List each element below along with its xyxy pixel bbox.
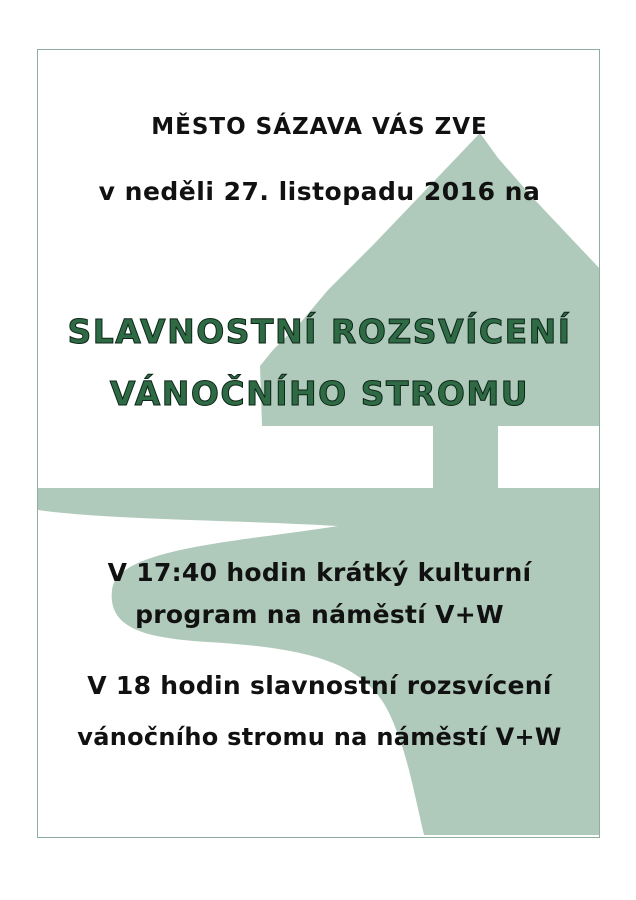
program-line-2: program na náměstí V+W	[135, 600, 504, 629]
winding-road	[38, 488, 600, 835]
program-line-1: V 17:40 hodin krátký kulturní	[107, 558, 532, 587]
tree-and-road-illustration	[38, 50, 600, 838]
program-line-4: vánočního stromu na náměstí V+W	[77, 723, 562, 751]
program-line-3: V 18 hodin slavnostní rozsvícení	[87, 671, 552, 700]
event-date: v neděli 27. listopadu 2016 na	[98, 177, 541, 206]
event-title-line1: SLAVNOSTNÍ ROZSVÍCENÍ	[67, 312, 572, 351]
event-title-line2: VÁNOČNÍHO STROMU	[109, 374, 530, 413]
poster-frame	[37, 49, 600, 838]
invitation-heading: MĚSTO SÁZAVA VÁS ZVE	[151, 114, 488, 140]
